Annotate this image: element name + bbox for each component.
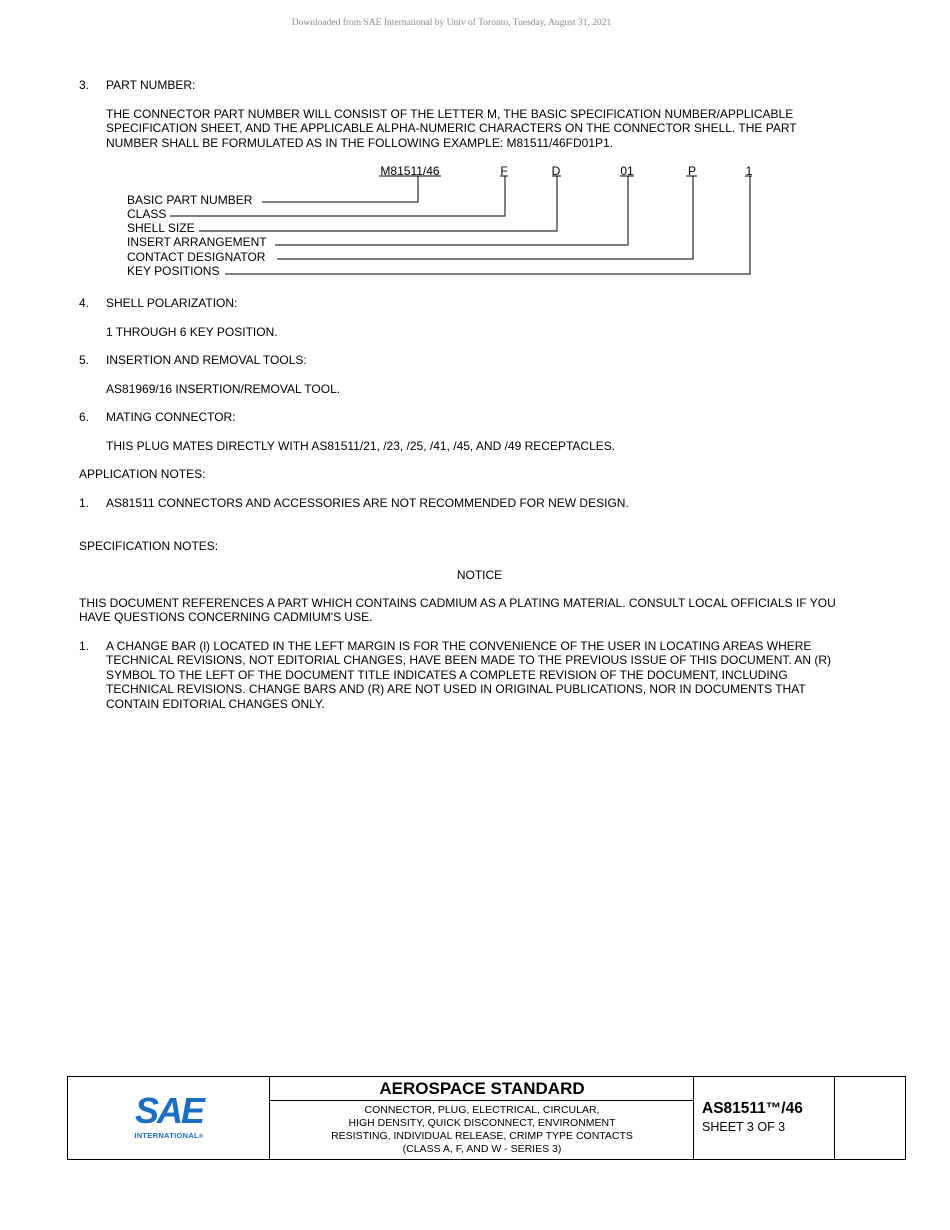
part-segment-insert: 01 [620, 164, 634, 178]
label-key-positions: KEY POSITIONS [127, 264, 220, 278]
description-line: HIGH DENSITY, QUICK DISCONNECT, ENVIRONMENT [348, 1117, 616, 1129]
title-block [67, 1076, 906, 1160]
section-6-heading: MATING CONNECTOR: [106, 410, 236, 424]
spec-note-1-number: 1. [79, 639, 90, 653]
sae-logo-subtitle [68, 1129, 270, 1144]
download-watermark: Downloaded from SAE International by Univ of Toronto, Tuesday, August 31, 2021 [291, 18, 612, 28]
sae-logo [68, 1090, 270, 1144]
section-4-number: 4. [79, 296, 90, 310]
document-type-title: AEROSPACE STANDARD [270, 1079, 694, 1101]
application-note-1-text: AS81511 CONNECTORS AND ACCESSORIES ARE NOT RECOMMENDED FOR NEW DESIGN. [106, 496, 629, 510]
part-number-diagram [0, 0, 950, 290]
section-3-line: SPECIFICATION SHEET, AND THE APPLICABLE ALPHA-NUMERIC CHARACTERS ON THE CONNECTOR SHELL. THE PART [106, 121, 797, 136]
spec-note-line: TECHNICAL REVISIONS, NOT EDITORIAL CHANGES, HAVE BEEN MADE TO THE PREVIOUS ISSUE OF THIS DOCUMENT. AN (R) [106, 653, 832, 668]
spec-note-line: SYMBOL TO THE LEFT OF THE DOCUMENT TITLE INDICATES A COMPLETE REVISION OF THE DOCUMENT, INCLUDING [106, 667, 788, 682]
label-insert-arrangement: INSERT ARRANGEMENT [127, 235, 267, 249]
part-segment-shell-size: D [551, 164, 561, 178]
section-5-heading: INSERTION AND REMOVAL TOOLS: [106, 353, 307, 367]
section-3-line: NUMBER SHALL BE FORMULATED AS IN THE FOLLOWING EXAMPLE: M81511/46FD01P1. [106, 135, 614, 150]
title-block-blank-cell [835, 1077, 905, 1159]
section-6-number: 6. [79, 410, 90, 424]
part-segment-basic: M81511/46 [380, 164, 440, 178]
sheet-number: SHEET 3 OF 3 [702, 1120, 786, 1134]
description-line: RESISTING, INDIVIDUAL RELEASE, CRIMP TYPE CONTACTS [331, 1130, 633, 1142]
document-number: AS81511™/46 [702, 1100, 803, 1117]
title-block-logo-cell [68, 1077, 270, 1159]
sae-logo-wordmark: SAE [134, 1090, 204, 1131]
title-block-number-cell [694, 1077, 835, 1159]
part-segment-contact: P [687, 164, 697, 178]
leader-line-shell-size [199, 176, 557, 231]
specification-notes-heading: SPECIFICATION NOTES: [79, 539, 219, 553]
label-contact-designator: CONTACT DESIGNATOR [127, 250, 266, 264]
spec-note-line: CONTAIN EDITORIAL CHANGES ONLY. [106, 696, 325, 711]
notice-line: THIS DOCUMENT REFERENCES A PART WHICH CONTAINS CADMIUM AS A PLATING MATERIAL. CONSULT LOCAL OFFICIALS IF YOU [79, 596, 836, 610]
section-3-number: 3. [79, 78, 90, 92]
sae-logo-subtitle-text: INTERNATIONAL [134, 1131, 199, 1140]
spec-note-line: A CHANGE BAR (l) LOCATED IN THE LEFT MARGIN IS FOR THE CONVENIENCE OF THE USER IN LOCATING AREAS WHERE [106, 639, 812, 653]
part-segment-class: F [500, 164, 508, 178]
leader-line-insert-arrangement [275, 176, 628, 245]
label-basic-part-number: BASIC PART NUMBER [127, 193, 253, 207]
notice-body [79, 596, 879, 625]
description-line: CONNECTOR, PLUG, ELECTRICAL, CIRCULAR, [364, 1104, 600, 1116]
section-4-body: 1 THROUGH 6 KEY POSITION. [106, 325, 278, 339]
label-shell-size: SHELL SIZE [127, 221, 195, 235]
registered-mark: ® [198, 1134, 204, 1140]
description-line: (CLASS A, F, AND W - SERIES 3) [402, 1143, 562, 1155]
section-5-number: 5. [79, 353, 90, 367]
spec-note-1-text [106, 639, 866, 711]
section-4-heading: SHELL POLARIZATION: [106, 296, 238, 310]
notice-title: NOTICE [456, 568, 503, 582]
part-segment-key: 1 [745, 164, 753, 178]
section-3-line: THE CONNECTOR PART NUMBER WILL CONSIST OF THE LETTER M, THE BASIC SPECIFICATION NUMBER/APPLICABLE [106, 107, 794, 121]
leader-line-contact-designator [277, 176, 693, 259]
label-class: CLASS [127, 207, 167, 221]
document-description [270, 1104, 694, 1156]
spec-note-line: TECHNICAL REVISIONS. CHANGE BARS AND (R) ARE NOT USED IN ORIGINAL PUBLICATIONS, NOR IN DOCUMENTS THAT [106, 682, 806, 697]
title-block-title-cell [270, 1077, 694, 1159]
leader-line-basic-part-number [262, 176, 418, 202]
application-note-1-number: 1. [79, 496, 90, 510]
application-notes-heading: APPLICATION NOTES: [79, 467, 206, 481]
notice-line: HAVE QUESTIONS CONCERNING CADMIUM'S USE. [79, 610, 373, 625]
section-5-body: AS81969/16 INSERTION/REMOVAL TOOL. [106, 382, 341, 396]
section-6-body: THIS PLUG MATES DIRECTLY WITH AS81511/21, /23, /25, /41, /45, AND /49 RECEPTACLES. [106, 439, 616, 453]
section-3-heading: PART NUMBER: [106, 78, 196, 92]
